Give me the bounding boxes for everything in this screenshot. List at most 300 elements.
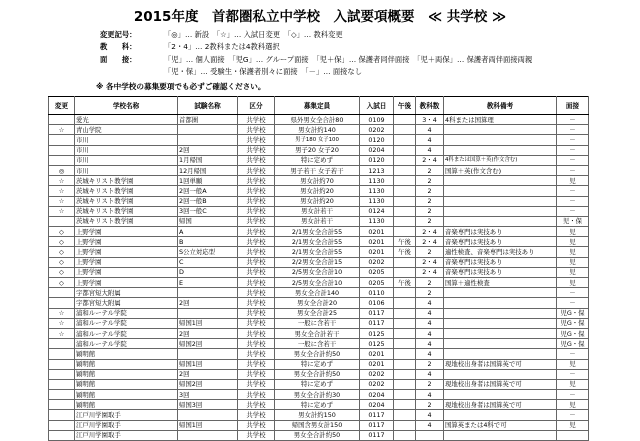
exam-name: 帰国1回 xyxy=(178,359,238,369)
school-name: 上野学園 xyxy=(75,237,178,247)
afternoon xyxy=(394,420,416,430)
legend-key: 変更記号： xyxy=(100,30,137,39)
capacity: 男女全合計140 xyxy=(275,288,360,298)
table-row xyxy=(49,410,589,420)
capacity: 男女全合計約50 xyxy=(275,430,360,440)
category: 共学校 xyxy=(238,115,275,125)
change-mark: ☆ xyxy=(49,318,75,328)
interview: － xyxy=(557,145,589,155)
subject-notes: 国算＋適性検査 xyxy=(444,278,557,288)
capacity: 一般に含若干 xyxy=(275,318,360,328)
col-header-subject-notes: 教科備考 xyxy=(444,97,557,115)
category: 共学校 xyxy=(238,176,275,186)
change-mark xyxy=(49,288,75,298)
subject-notes xyxy=(444,196,557,206)
exam-name: 帰国2回 xyxy=(178,339,238,349)
category: 共学校 xyxy=(238,206,275,216)
exam-date: 1130 xyxy=(360,186,394,196)
change-mark xyxy=(49,359,75,369)
capacity: 特に定めず xyxy=(275,400,360,410)
category: 共学校 xyxy=(238,267,275,277)
table-row xyxy=(49,125,589,135)
interview: 児 xyxy=(557,359,589,369)
change-mark xyxy=(49,155,75,165)
interview: 児 xyxy=(557,247,589,257)
exam-name: 帰国1回 xyxy=(178,420,238,430)
category: 共学校 xyxy=(238,430,275,440)
school-name: 市川 xyxy=(75,145,178,155)
change-mark xyxy=(49,298,75,308)
capacity: 男女計約20 xyxy=(275,196,360,206)
legend-key: 面 接： xyxy=(100,54,137,64)
exam-date: 0201 xyxy=(360,227,394,237)
table-row xyxy=(49,288,589,298)
category: 共学校 xyxy=(238,186,275,196)
capacity: 2/5男女全合計10 xyxy=(275,278,360,288)
subject-notes xyxy=(444,430,557,440)
exam-date: 0117 xyxy=(360,410,394,420)
afternoon: 午後 xyxy=(394,237,416,247)
subject-count: 2 xyxy=(416,206,444,216)
afternoon xyxy=(394,390,416,400)
change-mark xyxy=(49,369,75,379)
legend-row xyxy=(100,41,532,53)
school-name: 市川 xyxy=(75,135,178,145)
table-row xyxy=(49,390,589,400)
table-row xyxy=(49,420,589,430)
interview: 児 xyxy=(557,420,589,430)
subject-count: 4 xyxy=(416,420,444,430)
afternoon xyxy=(394,135,416,145)
interview: － xyxy=(557,155,589,165)
change-mark xyxy=(49,115,75,125)
exam-name: S公立対応型 xyxy=(178,247,238,257)
subject-notes xyxy=(444,349,557,359)
change-mark: ◇ xyxy=(49,257,75,267)
afternoon xyxy=(394,298,416,308)
subject-count: 2 xyxy=(416,400,444,410)
capacity: 2/1男女全合計55 xyxy=(275,237,360,247)
change-mark: ☆ xyxy=(49,206,75,216)
col-header-afternoon: 午後 xyxy=(394,97,416,115)
exam-name: 帰国2回 xyxy=(178,379,238,389)
school-name: 浦和ルーテル学院 xyxy=(75,339,178,349)
capacity: 男女計若干 xyxy=(275,216,360,226)
table-row xyxy=(49,186,589,196)
capacity: 2/1男女全合計55 xyxy=(275,247,360,257)
table-row xyxy=(49,328,589,338)
change-mark: ◇ xyxy=(49,237,75,247)
table-row xyxy=(49,339,589,349)
subject-notes: 音楽専門は実技あり xyxy=(444,267,557,277)
subject-count: 2・4 xyxy=(416,155,444,165)
exam-date: 0202 xyxy=(360,369,394,379)
exam-name: 3回一般C xyxy=(178,206,238,216)
change-mark xyxy=(49,216,75,226)
table-row xyxy=(49,216,589,226)
capacity: 男子180 女子100 xyxy=(275,135,360,145)
change-mark xyxy=(49,135,75,145)
capacity: 男女全合計若干 xyxy=(275,328,360,338)
exam-date: 0202 xyxy=(360,379,394,389)
change-mark xyxy=(49,339,75,349)
category: 共学校 xyxy=(238,216,275,226)
afternoon xyxy=(394,410,416,420)
exam-date: 0201 xyxy=(360,359,394,369)
subject-notes: 国算英または4科で可 xyxy=(444,420,557,430)
interview: 児G・保 xyxy=(557,328,589,338)
change-mark: ☆ xyxy=(49,186,75,196)
exam-name: 2回 xyxy=(178,328,238,338)
table-row xyxy=(49,257,589,267)
afternoon xyxy=(394,339,416,349)
category: 共学校 xyxy=(238,308,275,318)
legend-key: 教 科： xyxy=(100,42,137,52)
exam-date: 0201 xyxy=(360,237,394,247)
subject-count: 2 xyxy=(416,186,444,196)
capacity: 男女全合計約30 xyxy=(275,390,360,400)
subject-count: 2 xyxy=(416,216,444,226)
subject-count: 4 xyxy=(416,318,444,328)
subject-count: 4 xyxy=(416,308,444,318)
capacity: 男女全合計25 xyxy=(275,308,360,318)
interview: － xyxy=(557,298,589,308)
subject-notes: 4科または国算＋英(作文含む) xyxy=(444,155,557,165)
afternoon xyxy=(394,430,416,440)
change-mark xyxy=(49,400,75,410)
table-row xyxy=(49,349,589,359)
category: 共学校 xyxy=(238,410,275,420)
subject-notes: 現地校出身者は国算英で可 xyxy=(444,400,557,410)
capacity: 県外男女全合計80 xyxy=(275,115,360,125)
category: 共学校 xyxy=(238,165,275,175)
subject-notes: 音楽専門は実技あり xyxy=(444,227,557,237)
subject-count: 2・4 xyxy=(416,257,444,267)
change-mark: ☆ xyxy=(49,196,75,206)
legend-text: 「児」… 個人面接 「児G」… グループ面接 「児＋保」… 保護者同伴面接 「児＋両保」… 保護者両伴面接両親 xyxy=(164,54,533,64)
change-mark xyxy=(49,379,75,389)
interview: 児 xyxy=(557,379,589,389)
subject-notes: 4科または国算理 xyxy=(444,115,557,125)
interview xyxy=(557,430,589,440)
school-name: 穎明館 xyxy=(75,349,178,359)
afternoon xyxy=(394,125,416,135)
school-name: 上野学園 xyxy=(75,267,178,277)
capacity: 男女計約150 xyxy=(275,410,360,420)
subject-notes: 適性検査、音楽専門は実技あり xyxy=(444,247,557,257)
change-mark: ☆ xyxy=(49,328,75,338)
table-row xyxy=(49,278,589,288)
exam-name: 首都圏 xyxy=(178,115,238,125)
subject-notes: 現地校出身者は国算英で可 xyxy=(444,359,557,369)
category: 共学校 xyxy=(238,135,275,145)
table-row xyxy=(49,196,589,206)
subject-count: 2 xyxy=(416,288,444,298)
school-name: 江戸川学園取手 xyxy=(75,430,178,440)
interview: 児 xyxy=(557,176,589,186)
change-mark xyxy=(49,420,75,430)
afternoon xyxy=(394,145,416,155)
capacity: 男子20 女子20 xyxy=(275,145,360,155)
col-header-subjects: 教科数 xyxy=(416,97,444,115)
table-row xyxy=(49,176,589,186)
exam-date: 0124 xyxy=(360,206,394,216)
legend-text: 「◎」… 新設 「☆」… 入試日変更 「◇」… 教科変更 xyxy=(164,30,343,39)
exam-name: 2回 xyxy=(178,145,238,155)
subject-count: 2 xyxy=(416,165,444,175)
exam-name: A xyxy=(178,227,238,237)
exam-name xyxy=(178,308,238,318)
exam-name: 帰国3回 xyxy=(178,400,238,410)
subject-notes xyxy=(444,318,557,328)
subject-count: 2 xyxy=(416,359,444,369)
subject-count: 2 xyxy=(416,379,444,389)
interview: 児G・保 xyxy=(557,308,589,318)
interview: － xyxy=(557,369,589,379)
table-row xyxy=(49,227,589,237)
afternoon xyxy=(394,186,416,196)
subject-count: 2 xyxy=(416,176,444,186)
exam-date: 0202 xyxy=(360,125,394,135)
interview: － xyxy=(557,115,589,125)
table-row xyxy=(49,145,589,155)
exam-name xyxy=(178,410,238,420)
subject-count: 4 xyxy=(416,298,444,308)
exam-name: 3回 xyxy=(178,390,238,400)
table-row xyxy=(49,430,589,440)
table-row xyxy=(49,165,589,175)
legend-text: 「2・4」… 2教科または4教科選択 xyxy=(164,42,280,52)
legend-row xyxy=(100,54,532,66)
change-mark: ◇ xyxy=(49,247,75,257)
school-name: 穎明館 xyxy=(75,359,178,369)
capacity: 2/1男女全合計55 xyxy=(275,227,360,237)
interview: 児 xyxy=(557,257,589,267)
legend-key xyxy=(100,66,164,78)
subject-notes xyxy=(444,176,557,186)
interview: 児 xyxy=(557,278,589,288)
exam-date: 0201 xyxy=(360,349,394,359)
school-name: 青山学院 xyxy=(75,125,178,135)
change-mark xyxy=(49,390,75,400)
subject-notes xyxy=(444,288,557,298)
subject-notes xyxy=(444,298,557,308)
school-name: 穎明館 xyxy=(75,379,178,389)
afternoon xyxy=(394,115,416,125)
school-name: 市川 xyxy=(75,155,178,165)
exam-date: 0205 xyxy=(360,267,394,277)
school-name: 上野学園 xyxy=(75,227,178,237)
table-row xyxy=(49,369,589,379)
table-row xyxy=(49,155,589,165)
afternoon xyxy=(394,349,416,359)
capacity: 男女全合計約50 xyxy=(275,349,360,359)
subject-count: 3・4 xyxy=(416,115,444,125)
change-mark xyxy=(49,145,75,155)
col-header-date: 入試日 xyxy=(360,97,394,115)
col-header-interview: 面接 xyxy=(557,97,589,115)
interview: 児G・保 xyxy=(557,318,589,328)
capacity: 男子若干 女子若干 xyxy=(275,165,360,175)
interview: 児 xyxy=(557,267,589,277)
subject-count: 4 xyxy=(416,339,444,349)
change-mark xyxy=(49,430,75,440)
subject-count: 4 xyxy=(416,410,444,420)
afternoon xyxy=(394,318,416,328)
change-mark: ◎ xyxy=(49,165,75,175)
legend-row xyxy=(100,29,532,41)
afternoon xyxy=(394,206,416,216)
school-name: 茨城キリスト教学園 xyxy=(75,196,178,206)
school-name: 浦和ルーテル学院 xyxy=(75,328,178,338)
interview: － xyxy=(557,196,589,206)
exam-name: 2回一般A xyxy=(178,186,238,196)
table-row xyxy=(49,308,589,318)
category: 共学校 xyxy=(238,257,275,267)
interview: 児G・保 xyxy=(557,339,589,349)
afternoon xyxy=(394,379,416,389)
category: 共学校 xyxy=(238,155,275,165)
school-name: 江戸川学園取手 xyxy=(75,410,178,420)
exam-date: 1130 xyxy=(360,216,394,226)
interview: － xyxy=(557,288,589,298)
col-header-capacity: 募集定員 xyxy=(275,97,360,115)
school-name: 宇都宮短大附属 xyxy=(75,288,178,298)
subject-notes xyxy=(444,339,557,349)
subject-count: 2 xyxy=(416,278,444,288)
admissions-table xyxy=(48,96,589,441)
exam-date: 0117 xyxy=(360,318,394,328)
subject-notes xyxy=(444,410,557,420)
exam-name xyxy=(178,125,238,135)
capacity: 特に定めず xyxy=(275,359,360,369)
table-row xyxy=(49,318,589,328)
legend-row xyxy=(100,66,532,78)
exam-name: 2回 xyxy=(178,369,238,379)
afternoon xyxy=(394,216,416,226)
confirm-note: ※ 各中学校の募集要項でも必ずご確認ください。 xyxy=(96,82,266,91)
subject-count: 2・4 xyxy=(416,227,444,237)
subject-notes xyxy=(444,308,557,318)
category: 共学校 xyxy=(238,145,275,155)
category: 共学校 xyxy=(238,390,275,400)
school-name: 穎明館 xyxy=(75,390,178,400)
subject-count: 2 xyxy=(416,247,444,257)
school-name: 市川 xyxy=(75,165,178,175)
change-mark: ◇ xyxy=(49,278,75,288)
category: 共学校 xyxy=(238,278,275,288)
afternoon xyxy=(394,267,416,277)
interview: － xyxy=(557,349,589,359)
subject-count: 4 xyxy=(416,369,444,379)
exam-date: 0201 xyxy=(360,247,394,257)
table-row xyxy=(49,206,589,216)
school-name: 上野学園 xyxy=(75,247,178,257)
exam-name: C xyxy=(178,257,238,267)
exam-date: 0117 xyxy=(360,420,394,430)
subject-notes xyxy=(444,135,557,145)
legend-text: 「児・保」… 受験生・保護者別々に面接 「－」… 面接なし xyxy=(164,67,363,77)
school-name: 茨城キリスト教学園 xyxy=(75,216,178,226)
exam-date: 0117 xyxy=(360,430,394,440)
interview: － xyxy=(557,206,589,216)
interview: － xyxy=(557,125,589,135)
subject-notes: 国算＋英(作文含む) xyxy=(444,165,557,175)
header-row xyxy=(49,97,589,115)
exam-name xyxy=(178,288,238,298)
exam-date: 0202 xyxy=(360,257,394,267)
interview: 児 xyxy=(557,227,589,237)
subject-count: 4 xyxy=(416,390,444,400)
change-mark: ☆ xyxy=(49,308,75,318)
capacity: 男女全合計20 xyxy=(275,298,360,308)
interview: 児 xyxy=(557,400,589,410)
school-name: 上野学園 xyxy=(75,278,178,288)
change-mark xyxy=(49,410,75,420)
subject-count: 2・4 xyxy=(416,237,444,247)
exam-date: 0117 xyxy=(360,308,394,318)
subject-notes xyxy=(444,216,557,226)
exam-name: 12月帰国 xyxy=(178,165,238,175)
col-header-change: 変更 xyxy=(49,97,75,115)
exam-name: 1回単願 xyxy=(178,176,238,186)
capacity: 特に定めず xyxy=(275,379,360,389)
capacity: 特に定めず xyxy=(275,155,360,165)
category: 共学校 xyxy=(238,298,275,308)
category: 共学校 xyxy=(238,349,275,359)
capacity: 一般に含若干 xyxy=(275,339,360,349)
exam-name: 2回 xyxy=(178,298,238,308)
category: 共学校 xyxy=(238,125,275,135)
table-row xyxy=(49,400,589,410)
subject-count: 4 xyxy=(416,328,444,338)
table-row xyxy=(49,247,589,257)
afternoon xyxy=(394,400,416,410)
exam-date: 0204 xyxy=(360,390,394,400)
category: 共学校 xyxy=(238,328,275,338)
table-row xyxy=(49,135,589,145)
afternoon xyxy=(394,308,416,318)
change-mark: ☆ xyxy=(49,176,75,186)
exam-name: 帰国 xyxy=(178,216,238,226)
capacity: 2/2男女全合計15 xyxy=(275,257,360,267)
exam-date: 0125 xyxy=(360,339,394,349)
subject-notes xyxy=(444,369,557,379)
interview: － xyxy=(557,186,589,196)
subject-count: 2・4 xyxy=(416,267,444,277)
table-row xyxy=(49,115,589,125)
page-title: 2015年度 首都圏私立中学校 入試要項概要 ≪ 共学校 ≫ xyxy=(133,9,507,25)
exam-name: 帰国1回 xyxy=(178,318,238,328)
table-row xyxy=(49,237,589,247)
subject-notes: 現地校出身者は国算英で可 xyxy=(444,379,557,389)
afternoon xyxy=(394,288,416,298)
exam-name: E xyxy=(178,278,238,288)
exam-name xyxy=(178,430,238,440)
category: 共学校 xyxy=(238,288,275,298)
exam-date: 0204 xyxy=(360,400,394,410)
subject-count: 4 xyxy=(416,145,444,155)
school-name: 宇都宮短大附属 xyxy=(75,298,178,308)
category: 共学校 xyxy=(238,339,275,349)
exam-date: 0120 xyxy=(360,135,394,145)
afternoon xyxy=(394,165,416,175)
capacity: 2/5男女全合計10 xyxy=(275,267,360,277)
afternoon xyxy=(394,369,416,379)
school-name: 茨城キリスト教学園 xyxy=(75,176,178,186)
category: 共学校 xyxy=(238,237,275,247)
capacity: 帰国含男女計150 xyxy=(275,420,360,430)
